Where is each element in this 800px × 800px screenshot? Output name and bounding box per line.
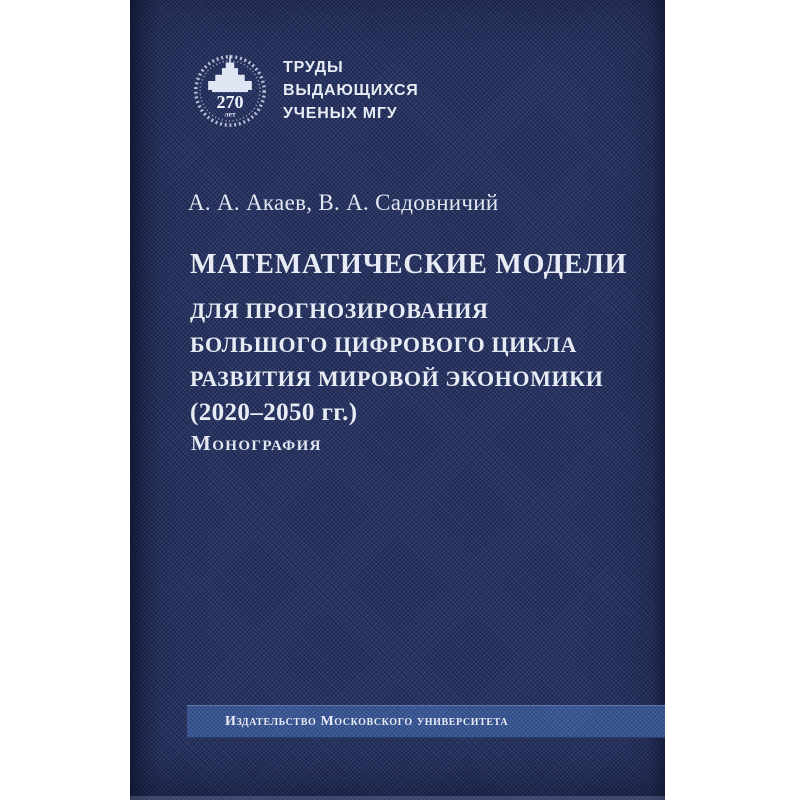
svg-text:270: 270 [216, 92, 244, 113]
cover-content [130, 0, 665, 800]
series-badge [192, 50, 419, 130]
series-title-line: ТРУДЫ [283, 58, 344, 76]
book-title [190, 249, 627, 430]
subtitle-monograph: Монография [191, 431, 322, 455]
title-years: (2020–2050 гг.) [190, 399, 358, 426]
title-line: РАЗВИТИЯ МИРОВОЙ ЭКОНОМИКИ [190, 366, 604, 391]
svg-text:лет: лет [224, 109, 236, 119]
title-line: БОЛЬШОГО ЦИФРОВОГО ЦИКЛА [190, 332, 577, 357]
series-title-line: УЧЕНЫХ МГУ [283, 104, 398, 122]
title-line: ДЛЯ ПРОГНОЗИРОВАНИЯ [190, 298, 489, 323]
publisher-band [187, 705, 665, 738]
series-title [283, 56, 419, 125]
msu-270-anniversary-emblem-icon [192, 50, 268, 130]
title-line: МАТЕМАТИЧЕСКИЕ МОДЕЛИ [190, 249, 628, 280]
publisher-name: Издательство Московского университета [225, 713, 509, 729]
authors: А. А. Акаев, В. А. Садовничий [188, 190, 499, 215]
book-cover [130, 0, 665, 800]
series-title-line: ВЫДАЮЩИХСЯ [283, 81, 419, 99]
